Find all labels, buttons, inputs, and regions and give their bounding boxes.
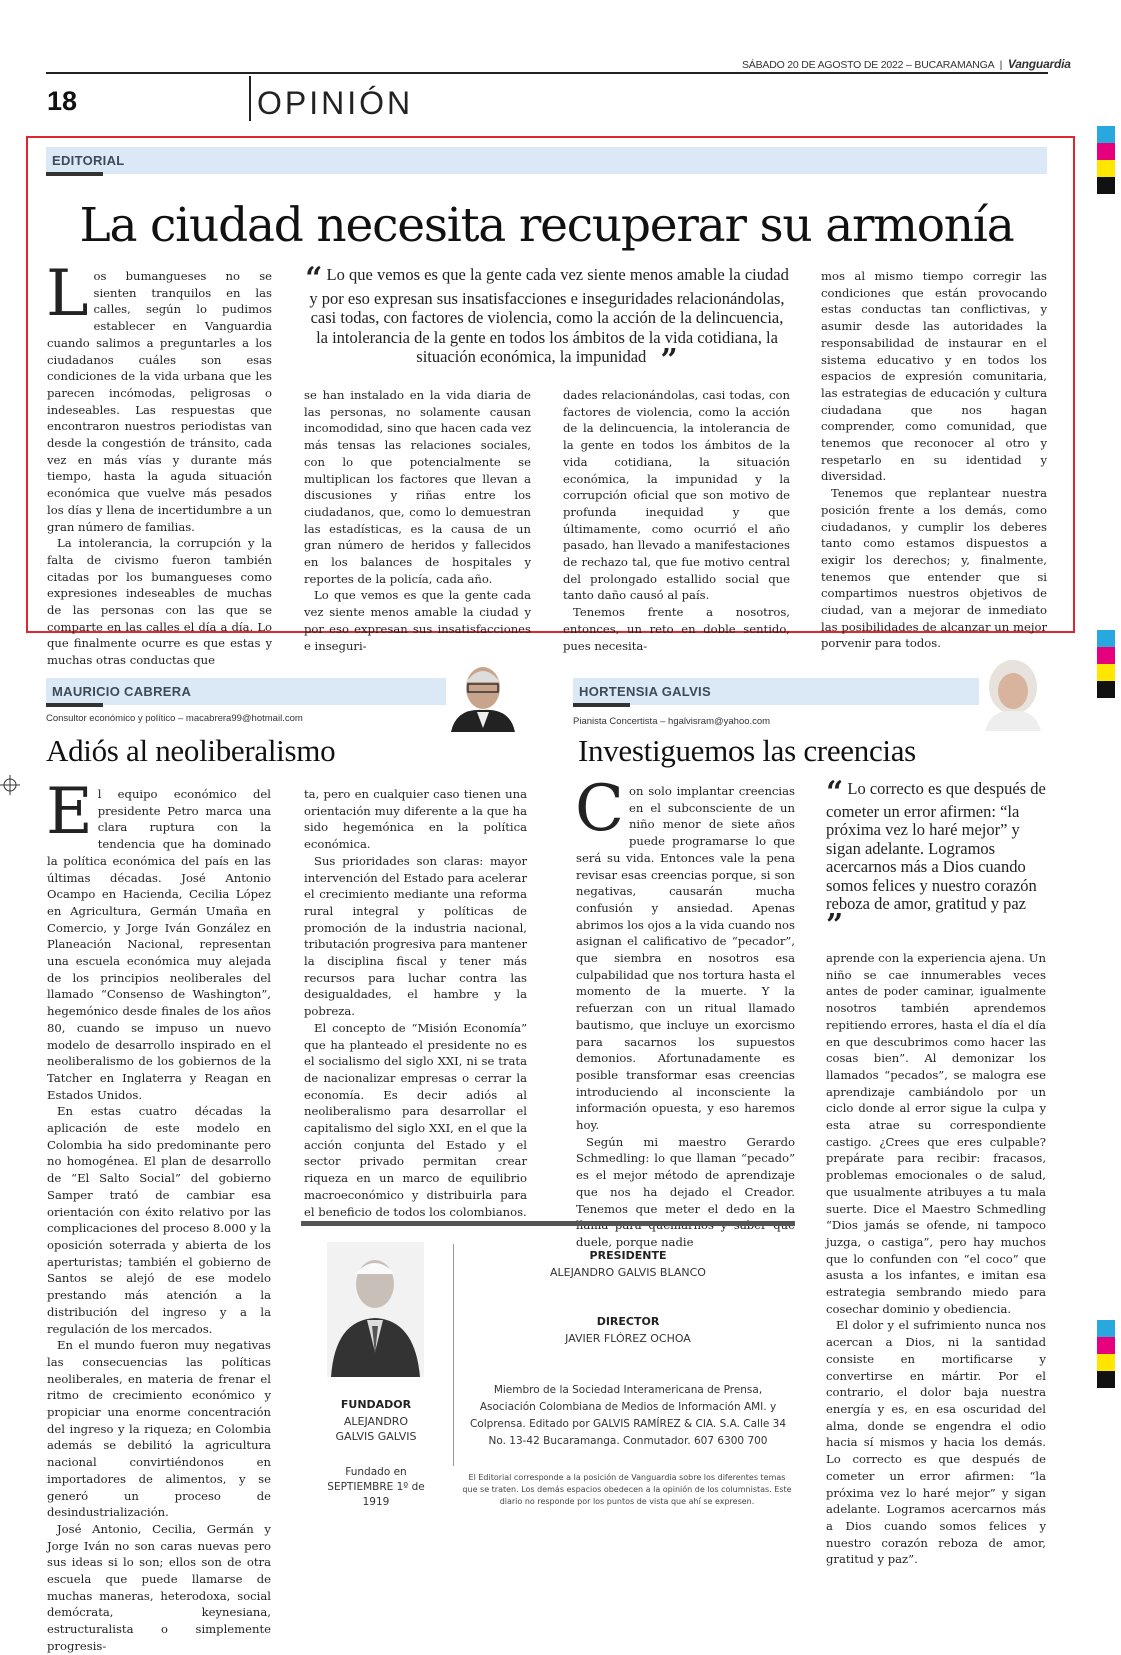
- president-name: ALEJANDRO GALVIS BLANCO: [550, 1266, 706, 1279]
- editorial-label-bar: [46, 147, 1047, 174]
- right-article-title: Investiguemos las creencias: [578, 733, 916, 768]
- membership-info: Miembro de la Sociedad Interamericana de Prensa, Asociación Colombiana de Medios de Información AMI. y Colprensa. Editado por GALVIS RAMÍREZ & CIA. S.A. Calle 34 No. 13-42 Bucaramanga. Conmutador. 607 6300 700: [469, 1384, 787, 1447]
- left-author-photo: [446, 660, 520, 732]
- founder-photo: [327, 1242, 424, 1377]
- left-author-underbar: [46, 703, 103, 707]
- swatch-magenta: [1097, 647, 1115, 664]
- registration-mark: [0, 775, 20, 795]
- header-divider: [249, 76, 251, 121]
- director-label: DIRECTOR: [596, 1315, 660, 1328]
- president-label: PRESIDENTE: [589, 1249, 667, 1262]
- right-article-column-1: Con solo implantar creencias en el subconsciente de un niño menor de siete años puede programarse lo que será su vida. Entonces vale la pena revisar esas creencias porque, si son negativas, causarán mucha confusión y ansiedad. Apenas abrimos los ojos a la vida cuando nos asignan el calificativo de “pecador”, que siembra en nosotros esa culpabilidad que nos tortura hasta el momento de la muerte. Y la refuerzan con un ritual llamado bautismo, que incluye un exorcismo para sacarnos los supuestos demonios. Afortunadamente es posible transformar esas creencias introduciendo al inconsciente la información opuesta, y eso haremos hoy. Según mi maestro Gerardo Schmedling: lo que llaman “pecado” es el mejor método de aprendizaje que nos ha dejado el Creador. Tenemos que meter el dedo en la duele, porque nadie: [575, 772, 795, 1249]
- masthead-top-rule: [301, 1221, 795, 1226]
- masthead-divider: [453, 1244, 454, 1466]
- swatch-cyan: [1097, 126, 1115, 143]
- left-article-title: Adiós al neoliberalismo: [46, 733, 336, 768]
- right-pull-quote: “ Lo correcto es que después de cometer un error afirmen: “la próxima vez lo haré mejor” y sigan adelante. Logramos acercarnos más a Dios cuando somos felices y nuestro corazón reboza de amor, gratitud y paz ”: [826, 775, 1046, 944]
- close-quote-icon: ”: [660, 343, 678, 379]
- swatch-yellow: [1097, 1354, 1115, 1371]
- founded-date: Fundado en SEPTIEMBRE 1º de 1919: [327, 1466, 425, 1508]
- dateline: SÁBADO 20 DE AGOSTO DE 2022 – BUCARAMANGA | Vanguardia: [742, 57, 1071, 71]
- section-title: OPINIÓN: [257, 85, 414, 121]
- editorial-pull-quote: “ Lo que vemos es que la gente cada vez siente menos amable la ciudad y por eso expresan sus insatisfacciones e inseguridades relacionándolas, casi todas, con factores de violencia, como la acción de la delincuencia, la intolerancia de la gente en todos los ámbitos de la vida cotidiana, la situación económica, la impunidad ”: [305, 261, 789, 379]
- swatch-black: [1097, 681, 1115, 698]
- brand-name: Vanguardia: [1007, 57, 1071, 71]
- left-article-column-1: El equipo económico del presidente Petro marca una clara ruptura con la tendencia que ha dominado la política económica del país en las últimas décadas. José Antonio Ocampo en Hacienda, Cecilia López en Agricultura, Germán Umaña en Comercio, y Jorge Iván González en Planeación Nacional, representan una escuela económica muy alejada de los principios neoliberales del llamado “Consenso de Washington”, hegemónico desde finales de los años 80, cuando se impuso un nuevo modelo de desarrollo inspirado en el neoliberalismo de los gobiernos de la Tatcher en Inglaterra y Reagan en Estados Unidos. En estas cuatro décadas la aplicación de este modelo en Colombia ha sido predominante pero no homogénea. El plan de desarrollo de “El Salto Social” del gobierno Samper trató de cambiar esa orientación con éxito relativo por las complicaciones del proceso 8.000 y la oposición soterrada y abierta de los aperturistas; también el gobierno de Santos se alejó de ese modelo prestando más atención a la distribución del ingreso y a la regulación de los mercados. En el mundo fueron muy negativas las consecuencias las políticas neoliberales, en materia de frenar el ritmo de crecimiento económico y propiciar una enorme concentración del ingreso y la riqueza; en Colombia además se debilitó la agricultura nacional convirtiéndonos en importadores de alimentos, y se generó un proceso de desindustrialización. José Antonio, Cecilia, Germán y Jorge Iván no son caras nuevas pero sus ideas si lo son; ellos son de otra escuela que puede llamarse de muchas maneras, heterodoxa, social demócrata, keynesiana, estructuralista o simplemente progresis-: [46, 775, 271, 1653]
- editorial-column-3: dades relacionándolas, casi todas, con factores de violencia, como la acción de la delincuencia, la intolerancia de la gente en todos los ámbitos de la vida cotidiana, la situación económica, la impunidad y la corrupción oficial que son motivo de profunda inequidad y que últimamente, como ocurrió el año pasado, han llevado a manifestaciones de rechazo tal, que fue motivo central del prolongado estallido social que tanto daño causó al país. Tenemos frente a nosotros, entonces, un reto en doble sentido, pues necesita-: [563, 388, 790, 653]
- open-quote-icon: “: [305, 261, 323, 296]
- swatch-yellow: [1097, 160, 1115, 177]
- founder-name: ALEJANDRO GALVIS GALVIS: [335, 1415, 417, 1443]
- right-article-column-2: aprende con la experiencia ajena. Un niño se cae innumerables veces antes de poder caminar, igualmente nosotros también aprendemos repitiendo errores, hasta el día el día en que descubrimos como hacer las cosas bien”. Al demonizar los llamados “pecados”, se malogra ese aprendizaje cambiándolo por un ciclo donde al error sigue la culpa y esta atrae su correspondiente castigo. ¿Crees que eres culpable? prepárate para recibir: fracasos, problemas emocionales o de salud, que usualmente atribuyes a tu mala suerte. Dice el Maestro Schmedling “Dios jamás se ofende, ni tampoco juzga, o castiga”, pero hay muchos que lo confunden con “el coco” que asusta a los infantes, e imitan esa estrategia sembrando miedo para cosechar dominio y obediencia. El dolor y el sufrimiento nunca nos acercan a Dios, ni la santidad consiste en mortificarse y convertirse en mártir. Por el contrario, el dolor baja nuestra energía y es, en esa oscuridad del alma, donde se engendra el odio hacia sí mismos y hacia los demás. Lo correcto es que después de cometer un error afirmen: “la próxima vez lo haré mejor” y sigan adelante. Logramos acercarnos más a Dios cuando somos felices y nuestro corazón reboza de amor, gratitud y paz”.: [826, 951, 1046, 1567]
- open-quote-icon: “: [826, 775, 844, 810]
- left-drop-cap: E: [46, 775, 93, 849]
- left-author-byline: Consultor económico y político – macabrera99@hotmail.com: [46, 713, 303, 724]
- editorial-disclaimer: El Editorial corresponde a la posición de Vanguardia sobre los diferentes temas que se traten. Los demás espacios obedecen a la opinión de los columnistas. Este diario no responde por los puntos de vista que ahí se expresen.: [462, 1473, 792, 1506]
- swatch-black: [1097, 177, 1115, 194]
- swatch-yellow: [1097, 664, 1115, 681]
- founder-label: FUNDADOR: [340, 1398, 412, 1411]
- swatch-magenta: [1097, 1337, 1115, 1354]
- editorial-label-underbar: [46, 172, 103, 176]
- editorial-column-2: se han instalado en la vida diaria de las personas, no solamente causan incomodidad, sino que hacen cada vez más tensas las relaciones sociales, con lo que potencialmente se multiplican los factores que llevan a discusiones y riñas entre los ciudadanos, que, como lo demuestran las estadísticas, es la causa de un gran número de heridos y fallecidos en los balances de hospitales y reportes de la policía, cada año. Lo que vemos es que la gente cada vez siente menos amable la ciudad y por eso expresan sus insatisfacciones e insegurі-: [304, 388, 531, 653]
- swatch-black: [1097, 1371, 1115, 1388]
- swatch-magenta: [1097, 143, 1115, 160]
- editorial-column-4: mos al mismo tiempo corregir las condiciones que están provocando estas conductas tan conflictivas, y asumir desde las autoridades la responsabilidad de instaurar en el sistema educativo y en todos los espacios de expresión comunitaria, las estrategias de educación y cultura ciudadana que nos hagan comprender, como comunidad, que tenemos que reconocer al otro y respetarlo en su identidad y diversidad. Tenemos que replantear nuestra posición frente a los demás, como ciudadanos, y cumplir los deberes tanto como estamos dispuestos a exigir los derechos; y, finalmente, tenemos que entender que si compartimos nuestros objetivos de ciudad, van a mejorar de inmediato las posibilidades de alcanzar un mejor porvenir para todos.: [821, 269, 1047, 651]
- header-rule: [46, 72, 1048, 74]
- swatch-cyan: [1097, 1320, 1115, 1337]
- right-author-underbar: [573, 703, 630, 707]
- swatch-cyan: [1097, 630, 1115, 647]
- right-author-name: HORTENSIA GALVIS: [579, 684, 711, 699]
- right-author-byline: Pianista Concertista – hgalvisram@yahoo.com: [573, 716, 771, 727]
- editorial-drop-cap: L: [46, 257, 89, 331]
- left-author-name: MAURICIO CABRERA: [52, 684, 192, 699]
- editorial-label: EDITORIAL: [52, 153, 125, 168]
- right-author-photo: [979, 657, 1047, 731]
- editorial-column-1: Los bumangueses no se sienten tranquilos en las calles, según lo pudimos establecer en Vanguardia cuando salimos a preguntarles a los ciudadanos cuáles son esas condiciones de la vida urbana que les parecen incómodas, peligrosas o indeseables. Las respuestas que encontraron nuestros periodistas van desde la congestión de tránsito, cada vez en más vías y durante más tiempo, hasta la aguda situación económica que vuelve más pesados los días y llena de incertidumbre a un gran número de familias. La intolerancia, la corrupción y la falta de civismo fueron también citadas por los bumangueses como expresiones indeseables de muchas de las personas con las que se comparte en las calles el día a día. Lo que finalmente ocurre es que estas y muchas otras conductas que: [46, 257, 272, 668]
- page-number: 18: [47, 86, 78, 116]
- editorial-title: La ciudad necesita recuperar su armonía: [79, 198, 1014, 253]
- director-name: JAVIER FLÓREZ OCHOA: [565, 1332, 691, 1345]
- left-article-column-2: ta, pero en cualquier caso tienen una orientación muy diferente a la que ha sido hegemónica en la política económica. Sus prioridades son claras: mayor intervención del Estado para acelerar el crecimiento mediante una reforma rural integral y políticas de promoción de la industria nacional, tributación progresiva para mantener la disciplina fiscal y tener más recursos para luchar contra las desigualdades, el hambre y la pobreza. El concepto de “Misión Economía” que ha planteado el presidente no es el socialismo del siglo XXI, ni se trata de nacionalizar empresas o cerrar la economía. Es decir adiós al neoliberalismo para desarrollar el capitalismo del siglo XXI, en el que la acción conjunta del Estado y el sector privado permitan crear riqueza en un marco de equilibrio macroeconómico y distribuirla para el beneficio de todos los colombianos.: [304, 787, 527, 1219]
- right-drop-cap: C: [575, 772, 624, 846]
- close-quote-icon: ”: [826, 908, 844, 944]
